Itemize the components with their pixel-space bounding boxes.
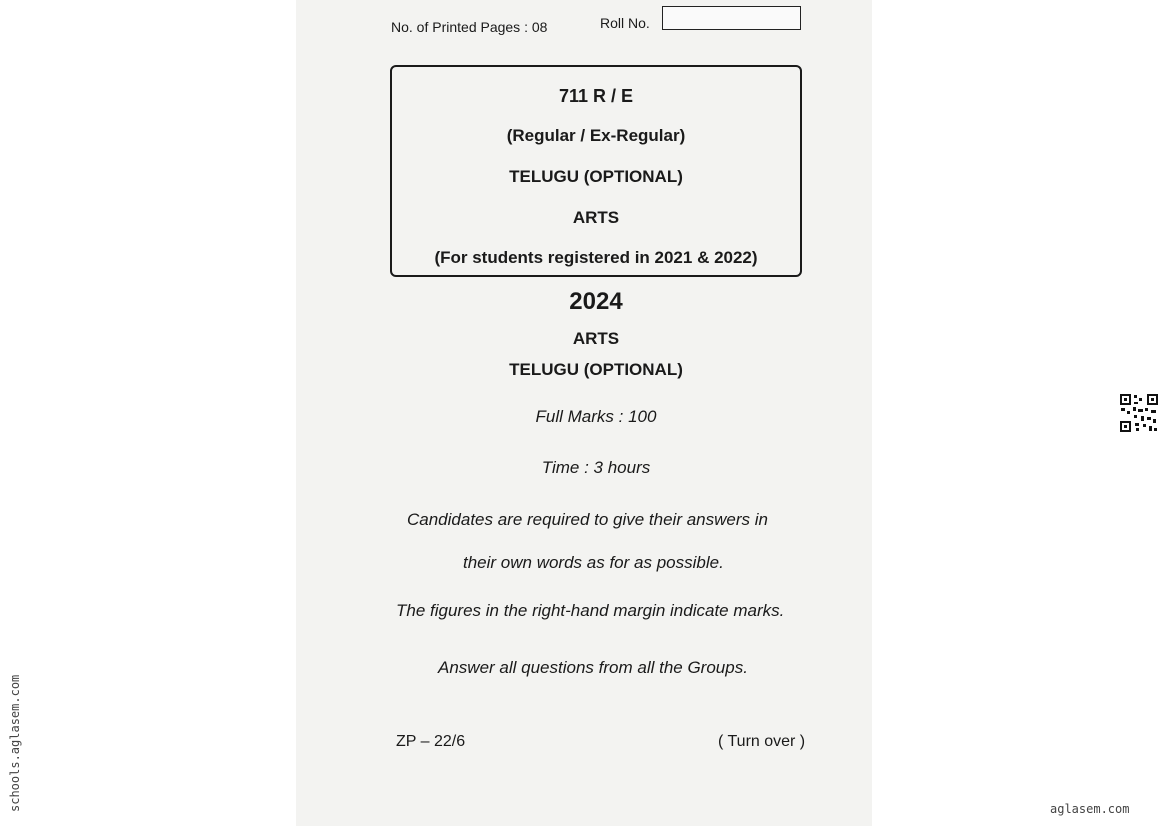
time-allowed: Time : 3 hours <box>541 458 651 477</box>
exam-year: 2024 <box>569 288 623 315</box>
subject: TELUGU (OPTIONAL) <box>509 360 683 379</box>
qr-code-icon <box>1119 393 1159 438</box>
full-marks: Full Marks : 100 <box>535 407 657 426</box>
eligibility-note: (For students registered in 2021 & 2022) <box>434 248 758 267</box>
roll-number-box <box>662 6 801 30</box>
instruction-line-2: their own words as for as possible. <box>463 553 724 572</box>
instruction-line-3: The figures in the right-hand margin indicate marks. <box>396 601 785 620</box>
box-stream: ARTS <box>572 208 620 227</box>
side-watermark: schools.aglasem.com <box>8 674 22 812</box>
stream: ARTS <box>572 329 620 348</box>
brand-watermark: aglasem.com <box>1050 802 1130 816</box>
turn-over-note: ( Turn over ) <box>718 733 806 750</box>
box-subject: TELUGU (OPTIONAL) <box>509 167 683 186</box>
roll-number-label: Roll No. <box>600 15 650 31</box>
paper-code: 711 R / E <box>558 86 634 106</box>
printed-pages-label: No. of Printed Pages : 08 <box>391 19 548 35</box>
instruction-line-1: Candidates are required to give their answers in <box>407 510 768 529</box>
exam-type: (Regular / Ex-Regular) <box>506 126 686 145</box>
instruction-line-4: Answer all questions from all the Groups. <box>438 658 748 677</box>
paper-series-code: ZP – 22/6 <box>396 733 466 750</box>
